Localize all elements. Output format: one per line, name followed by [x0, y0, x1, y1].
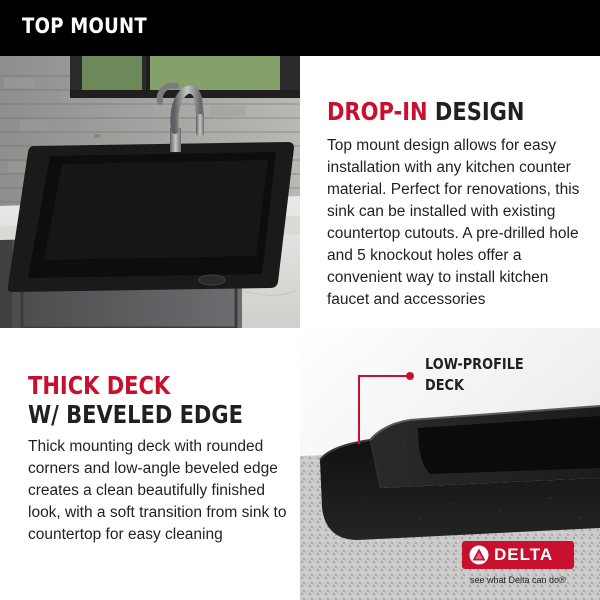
page-title: TOP MOUNT: [22, 14, 147, 38]
trademark-mark: ®: [559, 575, 566, 585]
drop-in-heading: [327, 97, 524, 126]
drop-in-description: Top mount design allows for easy installation with any kitchen counter material. Perfect for renovations, this sink can be installed with existing countertop cutouts. A pre-drilled hole and 5 knockout holes offer a convenient way to install kitchen faucet and accessories: [327, 137, 580, 308]
callout-line2: DECK: [425, 376, 464, 394]
low-profile-deck-callout: [425, 354, 524, 396]
delta-wordmark: DELTA: [494, 545, 554, 564]
thick-deck-description: Thick mounting deck with rounded corners and low-angle beveled edge creates a clean beautifully finished look, with a soft transition from sink to countertop for easy cleaning: [28, 438, 287, 543]
thick-deck-heading-line2: W/ BEVELED EDGE: [28, 400, 243, 429]
delta-tagline-text: see what Delta can do: [470, 575, 560, 585]
header-bar: [0, 0, 600, 56]
thick-deck-heading-line1: THICK DECK: [28, 371, 171, 400]
delta-logo: [462, 541, 574, 569]
delta-tagline: [470, 575, 566, 585]
drop-in-heading-accent: DROP-IN: [327, 97, 428, 126]
thick-deck-heading: [28, 371, 243, 429]
delta-triangle-icon: [469, 545, 489, 565]
kitchen-sink-photo: [0, 56, 300, 328]
drop-in-heading-rest: DESIGN: [434, 97, 525, 126]
callout-line1: LOW-PROFILE: [425, 355, 524, 373]
